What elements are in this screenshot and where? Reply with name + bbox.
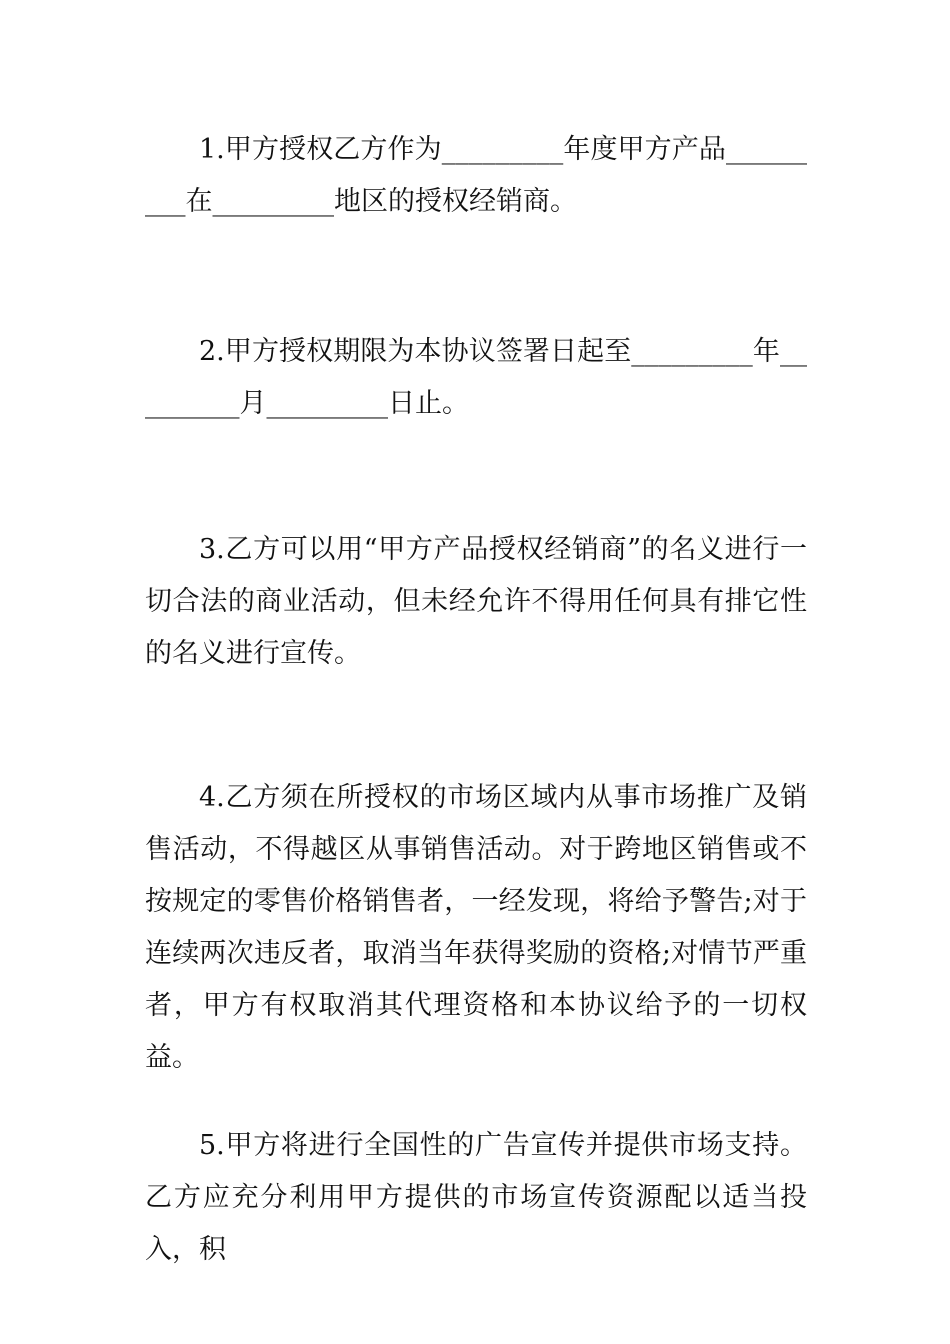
clause-2-paragraph: 2.甲方授权期限为本协议签署日起至_________年_________月_________日止。: [145, 336, 807, 419]
clause-3-paragraph: 3.乙方可以用“甲方产品授权经销商”的名义进行一切合法的商业活动，但未经允许不得用任何具有排它性的名义进行宣传。: [145, 534, 807, 669]
clause-4-paragraph: 4.乙方须在所授权的市场区域内从事市场推广及销售活动，不得越区从事销售活动。对于跨地区销售或不按规定的零售价格销售者，一经发现，将给予警告;对于连续两次违反者，取消当年获得奖励的资格;对情节严重者，甲方有权取消其代理资格和本协议给予的一切权益。: [145, 782, 807, 1073]
clause-1-paragraph: 1.甲方授权乙方作为_________年度甲方产品_________在_________地区的授权经销商。: [145, 134, 807, 217]
clause-5-paragraph: 5.甲方将进行全国性的广告宣传并提供市场支持。乙方应充分利用甲方提供的市场宣传资源配以适当投入，积: [145, 1130, 807, 1265]
